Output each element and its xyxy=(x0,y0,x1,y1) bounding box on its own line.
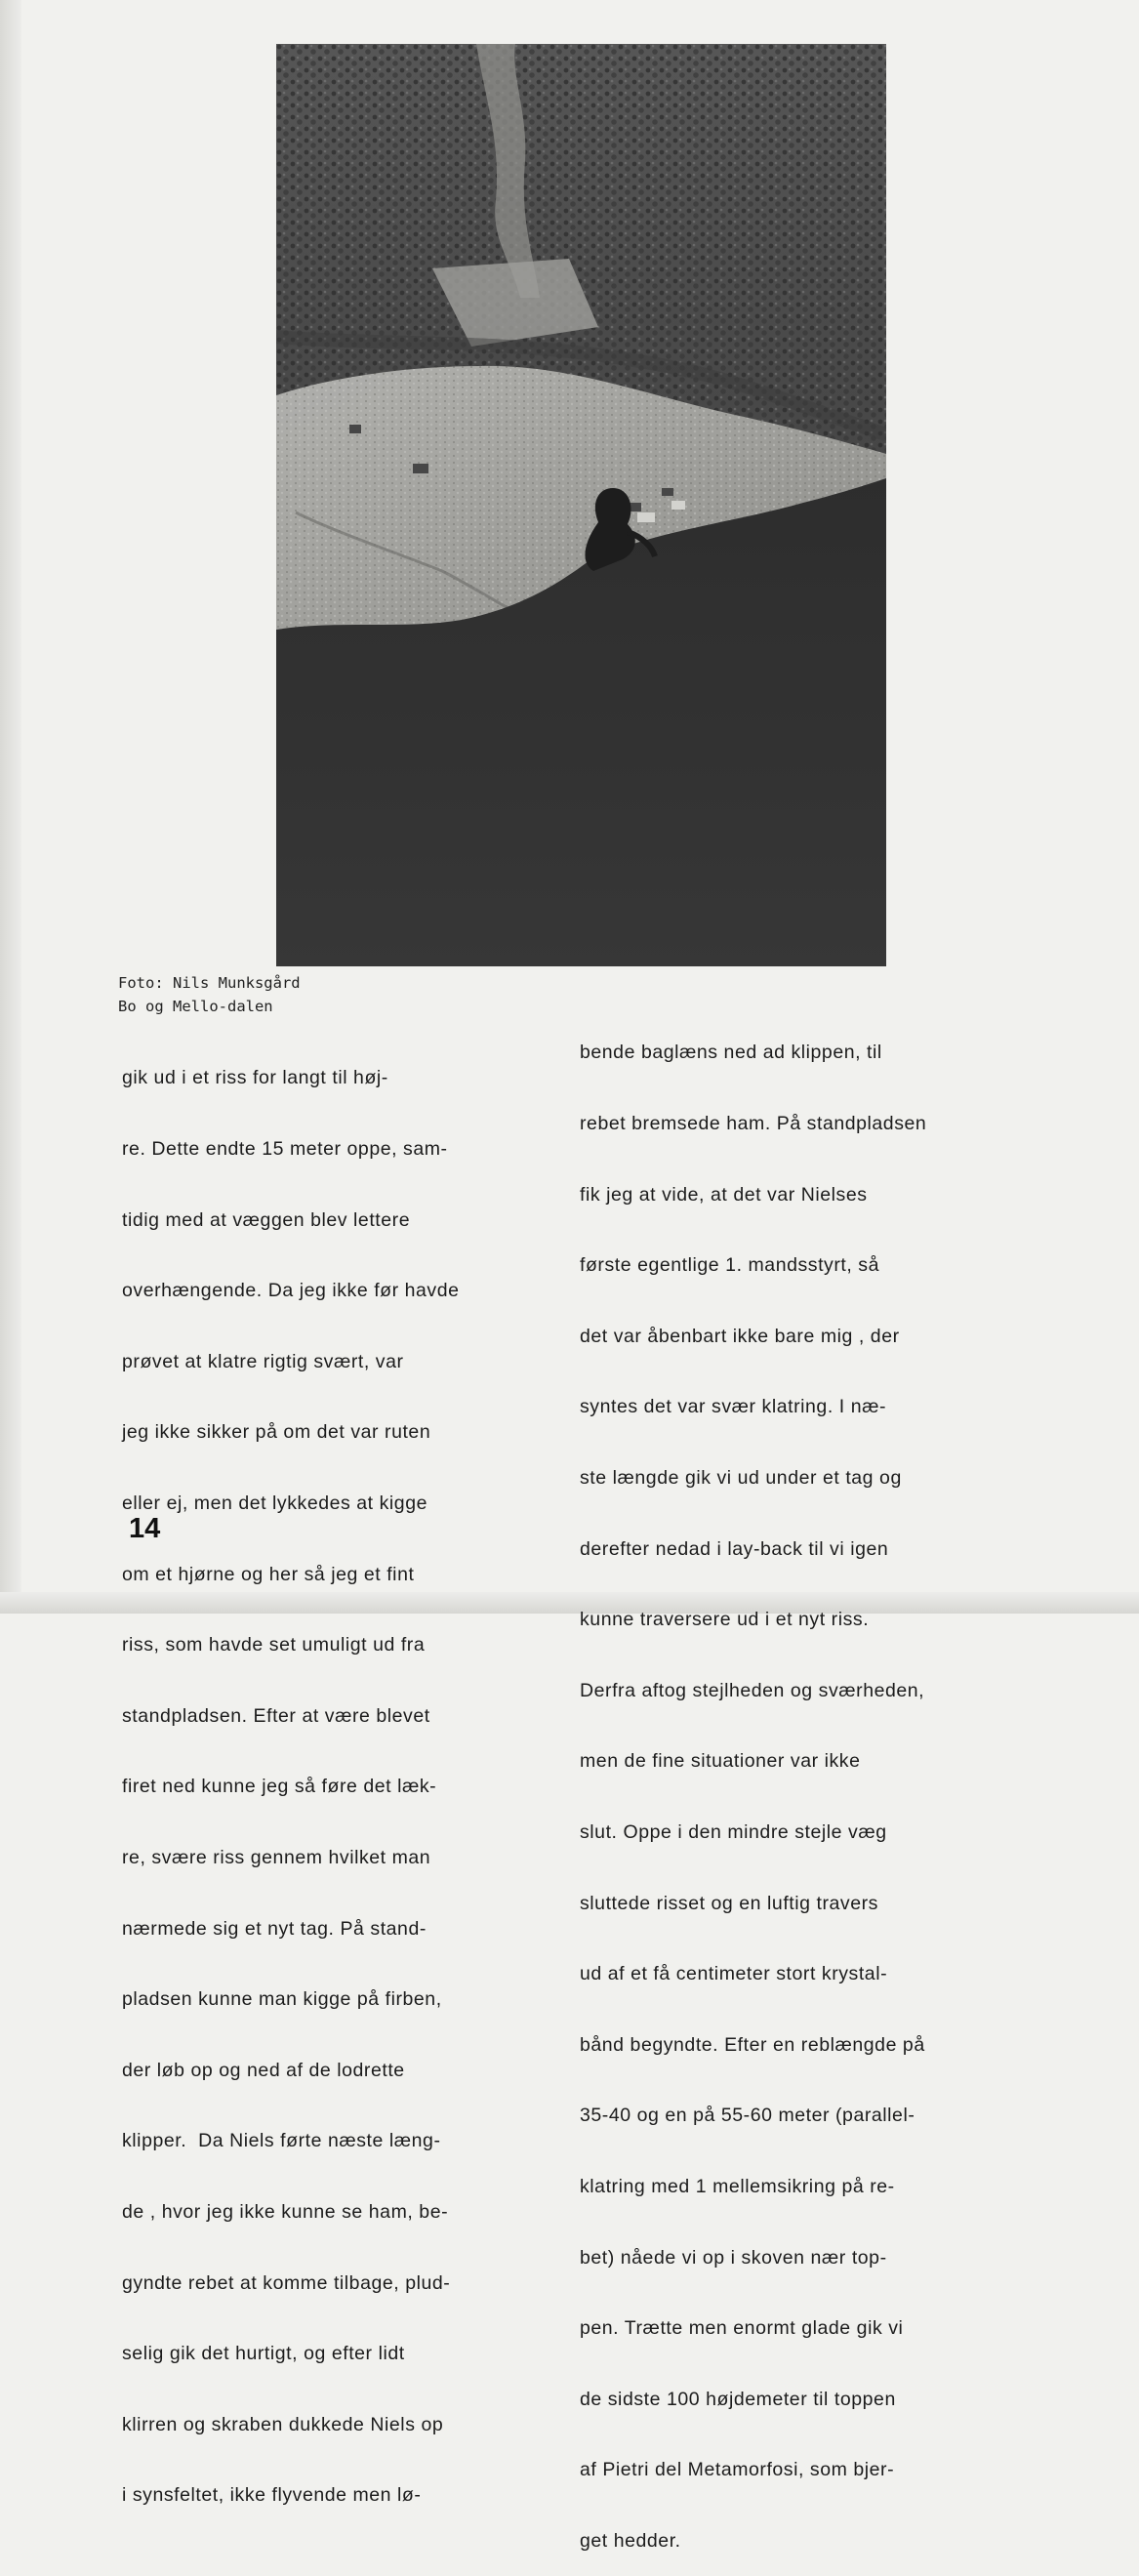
text-line: bet) nåede vi op i skoven nær top- xyxy=(580,2246,887,2269)
text-line: derefter nedad i lay-back til vi igen xyxy=(580,1537,889,1560)
text-line: prøvet at klatre rigtig svært, var xyxy=(122,1350,404,1372)
text-line: men de fine situationer var ikke xyxy=(580,1750,861,1773)
text-line: sluttede risset og en luftig travers xyxy=(580,1892,878,1914)
text-line: get hedder. xyxy=(580,2529,681,2552)
text-line: standpladsen. Efter at være blevet xyxy=(122,1704,430,1727)
text-line: af Pietri del Metamorfosi, som bjer- xyxy=(580,2459,895,2481)
text-line: eller ej, men det lykkedes at kigge xyxy=(122,1492,427,1514)
text-line: syntes det var svær klatring. I næ- xyxy=(580,1396,887,1418)
text-line: firet ned kunne jeg så føre det læk- xyxy=(122,1776,437,1798)
text-line: pladsen kunne man kigge på firben, xyxy=(122,1988,442,2011)
text-line: bånd begyndte. Efter en reblængde på xyxy=(580,2033,925,2056)
text-line: re. Dette endte 15 meter oppe, sam- xyxy=(122,1138,448,1160)
text-line: tidig med at væggen blev lettere xyxy=(122,1208,411,1231)
text-line: Derfra aftog stejlheden og sværheden, xyxy=(580,1679,925,1701)
text-line: re, svære riss gennem hvilket man xyxy=(122,1846,431,1868)
photo-credit: Foto: Nils Munksgård xyxy=(118,974,301,992)
text-line: i synsfeltet, ikke flyvende men lø- xyxy=(122,2484,422,2507)
text-line: det var åbenbart ikke bare mig , der xyxy=(580,1325,900,1347)
page-edge xyxy=(0,0,21,1614)
text-line: ud af et få centimeter stort krystal- xyxy=(580,1963,888,1985)
text-line: ste længde gik vi ud under et tag og xyxy=(580,1466,902,1489)
photo-subject: Bo og Mello-dalen xyxy=(118,998,273,1016)
text-line: bende baglæns ned ad klippen, til xyxy=(580,1042,882,1064)
photo-caption xyxy=(118,972,301,1019)
text-line: pen. Trætte men enormt glade gik vi xyxy=(580,2317,904,2340)
text-line: klipper. Da Niels førte næste læng- xyxy=(122,2130,441,2152)
photo-drawing xyxy=(276,44,886,966)
text-line: klirren og skraben dukkede Niels op xyxy=(122,2413,444,2435)
text-line: om et hjørne og her så jeg et fint xyxy=(122,1563,415,1585)
text-line: overhængende. Da jeg ikke før havde xyxy=(122,1280,460,1302)
text-line: gik ud i et riss for langt til høj- xyxy=(122,1067,388,1089)
text-line: selig gik det hurtigt, og efter lidt xyxy=(122,2343,405,2365)
text-line: de , hvor jeg ikke kunne se ham, be- xyxy=(122,2200,449,2223)
text-line: der løb op og ned af de lodrette xyxy=(122,2059,405,2081)
text-line: riss, som havde set umuligt ud fra xyxy=(122,1634,426,1656)
text-line: nærmede sig et nyt tag. På stand- xyxy=(122,1917,427,1940)
text-line: slut. Oppe i den mindre stejle væg xyxy=(580,1820,887,1843)
text-line: de sidste 100 højdemeter til toppen xyxy=(580,2388,896,2410)
page-number: 14 xyxy=(129,1513,161,1544)
right-column xyxy=(580,994,926,2576)
text-line: kunne traversere ud i et nyt riss. xyxy=(580,1609,870,1631)
left-column xyxy=(122,1019,460,2531)
text-line: første egentlige 1. mandsstyrt, så xyxy=(580,1254,879,1277)
text-line: gyndte rebet at komme tilbage, plud- xyxy=(122,2271,451,2294)
text-line: jeg ikke sikker på om det var ruten xyxy=(122,1421,431,1444)
climbing-photo xyxy=(276,44,886,966)
text-line: 35-40 og en på 55-60 meter (parallel- xyxy=(580,2105,915,2127)
text-line: klatring med 1 mellemsikring på re- xyxy=(580,2175,895,2197)
text-line: fik jeg at vide, at det var Nielses xyxy=(580,1183,868,1206)
text-line: rebet bremsede ham. På standpladsen xyxy=(580,1113,927,1134)
